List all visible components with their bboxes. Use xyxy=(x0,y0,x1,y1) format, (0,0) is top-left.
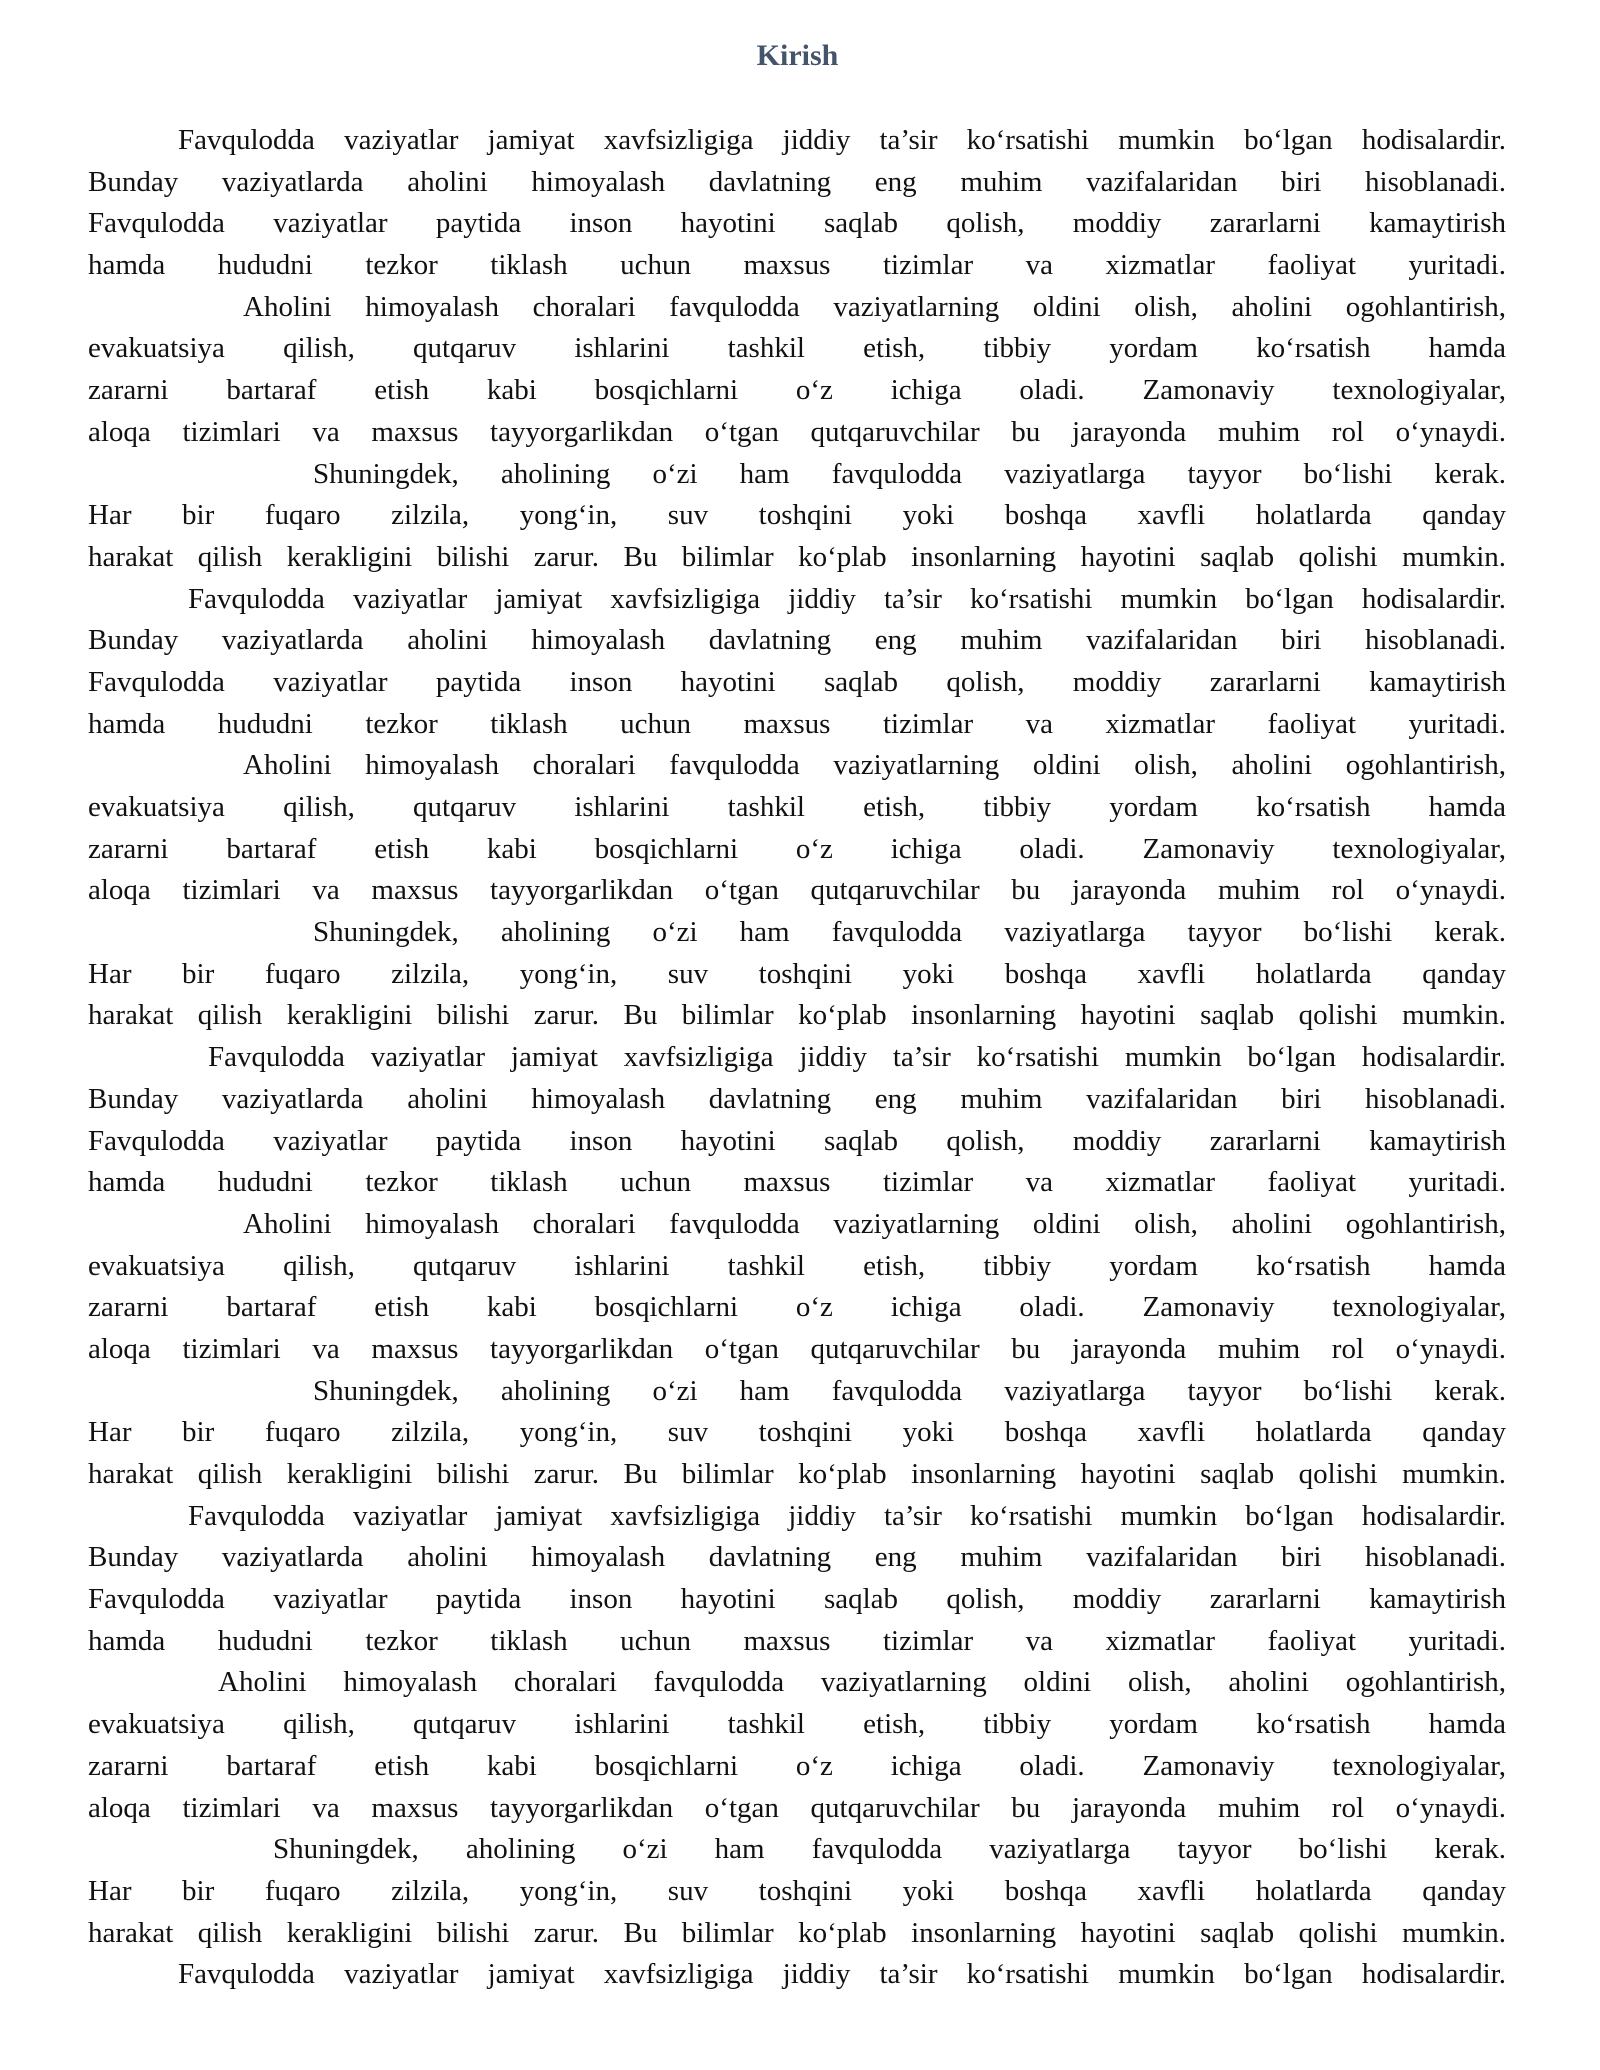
text-line: hamda hududni tezkor tiklash uchun maxsus tizimlar va xizmatlar faoliyat yuritadi. xyxy=(88,249,1506,282)
text-line: Favqulodda vaziyatlar paytida inson hayotini saqlab qolish, moddiy zararlarni kamaytirish xyxy=(88,207,1506,240)
text-line: Aholini himoyalash choralari favqulodda vaziyatlarning oldini olish, aholini ogohlantirish, xyxy=(218,1666,1506,1699)
text-line: aloqa tizimlari va maxsus tayyorgarlikdan oʻtgan qutqaruvchilar bu jarayonda muhim rol oʻynaydi. xyxy=(88,1791,1506,1824)
text-line: zararni bartaraf etish kabi bosqichlarni oʻz ichiga oladi. Zamonaviy texnologiyalar, xyxy=(88,374,1506,407)
text-line: aloqa tizimlari va maxsus tayyorgarlikdan oʻtgan qutqaruvchilar bu jarayonda muhim rol oʻynaydi. xyxy=(88,415,1506,448)
text-line: harakat qilish kerakligini bilishi zarur. Bu bilimlar koʻplab insonlarning hayotini saqlab qolishi mumkin. xyxy=(88,1458,1506,1490)
text-line: Favqulodda vaziyatlar jamiyat xavfsizligiga jiddiy ta’sir koʻrsatishi mumkin boʻlgan hodisalardir. xyxy=(178,1958,1506,1991)
text-line: Aholini himoyalash choralari favqulodda vaziyatlarning oldini olish, aholini ogohlantirish, xyxy=(243,749,1506,782)
text-line: evakuatsiya qilish, qutqaruv ishlarini tashkil etish, tibbiy yordam koʻrsatish hamda xyxy=(88,332,1506,365)
text-line: hamda hududni tezkor tiklash uchun maxsus tizimlar va xizmatlar faoliyat yuritadi. xyxy=(88,1166,1506,1199)
text-line: Bunday vaziyatlarda aholini himoyalash davlatning eng muhim vazifalaridan biri hisoblanadi. xyxy=(88,1541,1506,1574)
text-line: hamda hududni tezkor tiklash uchun maxsus tizimlar va xizmatlar faoliyat yuritadi. xyxy=(88,1624,1506,1657)
text-line: Favqulodda vaziyatlar paytida inson hayotini saqlab qolish, moddiy zararlarni kamaytirish xyxy=(88,1124,1506,1157)
text-line: zararni bartaraf etish kabi bosqichlarni oʻz ichiga oladi. Zamonaviy texnologiyalar, xyxy=(88,1291,1506,1324)
text-line: Aholini himoyalash choralari favqulodda vaziyatlarning oldini olish, aholini ogohlantirish, xyxy=(243,290,1506,323)
text-line: harakat qilish kerakligini bilishi zarur. Bu bilimlar koʻplab insonlarning hayotini saqlab qolishi mumkin. xyxy=(88,999,1506,1032)
text-line: Shuningdek, aholining oʻzi ham favqulodda vaziyatlarga tayyor boʻlishi kerak. xyxy=(273,1833,1506,1866)
text-line: evakuatsiya qilish, qutqaruv ishlarini tashkil etish, tibbiy yordam koʻrsatish hamda xyxy=(88,1708,1506,1741)
text-line: Favqulodda vaziyatlar jamiyat xavfsizligiga jiddiy ta’sir koʻrsatishi mumkin boʻlgan hodisalardir. xyxy=(188,582,1506,615)
text-line: Favqulodda vaziyatlar jamiyat xavfsizligiga jiddiy ta’sir koʻrsatishi mumkin boʻlgan hodisalardir. xyxy=(188,1499,1506,1532)
text-line: Favqulodda vaziyatlar jamiyat xavfsizligiga jiddiy ta’sir koʻrsatishi mumkin boʻlgan hodisalardir. xyxy=(208,1041,1506,1074)
text-line: evakuatsiya qilish, qutqaruv ishlarini tashkil etish, tibbiy yordam koʻrsatish hamda xyxy=(88,1249,1506,1282)
text-line: evakuatsiya qilish, qutqaruv ishlarini tashkil etish, tibbiy yordam koʻrsatish hamda xyxy=(88,791,1506,823)
text-line: aloqa tizimlari va maxsus tayyorgarlikdan oʻtgan qutqaruvchilar bu jarayonda muhim rol oʻynaydi. xyxy=(88,1332,1506,1365)
text-line: aloqa tizimlari va maxsus tayyorgarlikdan oʻtgan qutqaruvchilar bu jarayonda muhim rol oʻynaydi. xyxy=(88,874,1506,907)
text-line: zararni bartaraf etish kabi bosqichlarni oʻz ichiga oladi. Zamonaviy texnologiyalar, xyxy=(88,832,1506,865)
text-line: Shuningdek, aholining oʻzi ham favqulodda vaziyatlarga tayyor boʻlishi kerak. xyxy=(313,916,1506,949)
text-line: Aholini himoyalash choralari favqulodda vaziyatlarning oldini olish, aholini ogohlantirish, xyxy=(243,1207,1506,1240)
text-line: Bunday vaziyatlarda aholini himoyalash davlatning eng muhim vazifalaridan biri hisoblanadi. xyxy=(88,1082,1506,1115)
text-line: hamda hududni tezkor tiklash uchun maxsus tizimlar va xizmatlar faoliyat yuritadi. xyxy=(88,707,1506,740)
text-line: Har bir fuqaro zilzila, yongʻin, suv toshqini yoki boshqa xavfli holatlarda qanday xyxy=(88,1416,1506,1449)
text-line: Favqulodda vaziyatlar paytida inson hayotini saqlab qolish, moddiy zararlarni kamaytirish xyxy=(88,1583,1506,1616)
page-title: Kirish xyxy=(756,39,839,72)
body-text xyxy=(88,120,1506,1996)
text-line: Bunday vaziyatlarda aholini himoyalash davlatning eng muhim vazifalaridan biri hisoblanadi. xyxy=(88,624,1506,657)
text-line: Shuningdek, aholining oʻzi ham favqulodda vaziyatlarga tayyor boʻlishi kerak. xyxy=(313,1374,1506,1407)
text-line: zararni bartaraf etish kabi bosqichlarni oʻz ichiga oladi. Zamonaviy texnologiyalar, xyxy=(88,1749,1506,1782)
text-line: harakat qilish kerakligini bilishi zarur. Bu bilimlar koʻplab insonlarning hayotini saqlab qolishi mumkin. xyxy=(88,540,1506,573)
text-line: Har bir fuqaro zilzila, yongʻin, suv toshqini yoki boshqa xavfli holatlarda qanday xyxy=(88,957,1506,990)
text-line: Favqulodda vaziyatlar paytida inson hayotini saqlab qolish, moddiy zararlarni kamaytirish xyxy=(88,665,1506,698)
text-line: Favqulodda vaziyatlar jamiyat xavfsizligiga jiddiy ta’sir koʻrsatishi mumkin boʻlgan hodisalardir. xyxy=(178,124,1506,156)
text-line: Shuningdek, aholining oʻzi ham favqulodda vaziyatlarga tayyor boʻlishi kerak. xyxy=(313,457,1506,490)
text-line: Har bir fuqaro zilzila, yongʻin, suv toshqini yoki boshqa xavfli holatlarda qanday xyxy=(88,499,1506,532)
text-line: Har bir fuqaro zilzila, yongʻin, suv toshqini yoki boshqa xavfli holatlarda qanday xyxy=(88,1874,1506,1907)
text-line: Bunday vaziyatlarda aholini himoyalash davlatning eng muhim vazifalaridan biri hisoblanadi. xyxy=(88,165,1506,198)
text-line: harakat qilish kerakligini bilishi zarur. Bu bilimlar koʻplab insonlarning hayotini saqlab qolishi mumkin. xyxy=(88,1916,1506,1949)
